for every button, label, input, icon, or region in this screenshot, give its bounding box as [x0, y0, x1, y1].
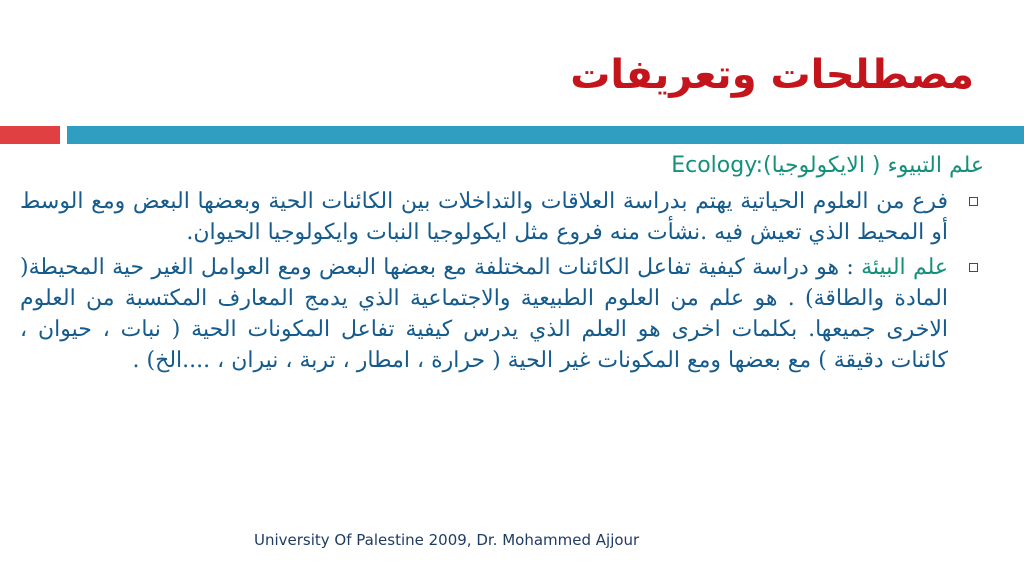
- square-bullet-icon: [969, 197, 978, 206]
- slide-title: مصطلحات وتعريفات: [570, 52, 974, 98]
- heading-arabic: علم التبيوء ( الايكولوجيا): [763, 153, 984, 178]
- square-bullet-icon: [969, 263, 978, 272]
- heading-latin: Ecology:: [671, 153, 764, 178]
- bullet-item-definition: [20, 186, 984, 248]
- bullet-item-environment-science: [20, 252, 984, 376]
- bullet-text: : هو دراسة كيفية تفاعل الكائنات المختلفة مع بعضها البعض ومع العوامل الغير حية المحيطة( المادة والطاقة) . هو علم من العلوم الطبيعية والاجتماعية الذي يدمج المعارف المكتسبة من العلوم الاخرى جميعها. بكلمات اخرى هو العلم الذي يدرس كيفية تفاعل المكونات الحية ( نبات ، حيوان ، كائنات دقيقة ) مع بعضها ومع المكونات غير الحية ( حرارة ، امطار ، تربة ، نيران ، ....الخ) .: [20, 255, 948, 373]
- slide-footer: University Of Palestine 2009, Dr. Mohammed Ajjour: [254, 531, 640, 549]
- accent-bar-red: [0, 126, 60, 144]
- ecology-heading: [20, 150, 984, 182]
- bullet-term: علم البيئة: [861, 255, 948, 280]
- accent-bar-teal: [67, 126, 1024, 144]
- slide-content: [20, 150, 984, 376]
- bullet-text: فرع من العلوم الحياتية يهتم بدراسة العلاقات والتداخلات بين الكائنات الحية وبعضها البعض ومع الوسط أو المحيط الذي تعيش فيه .نشأت منه فروع مثل ايكولوجيا النبات وايكولوجيا الحيوان.: [20, 189, 948, 245]
